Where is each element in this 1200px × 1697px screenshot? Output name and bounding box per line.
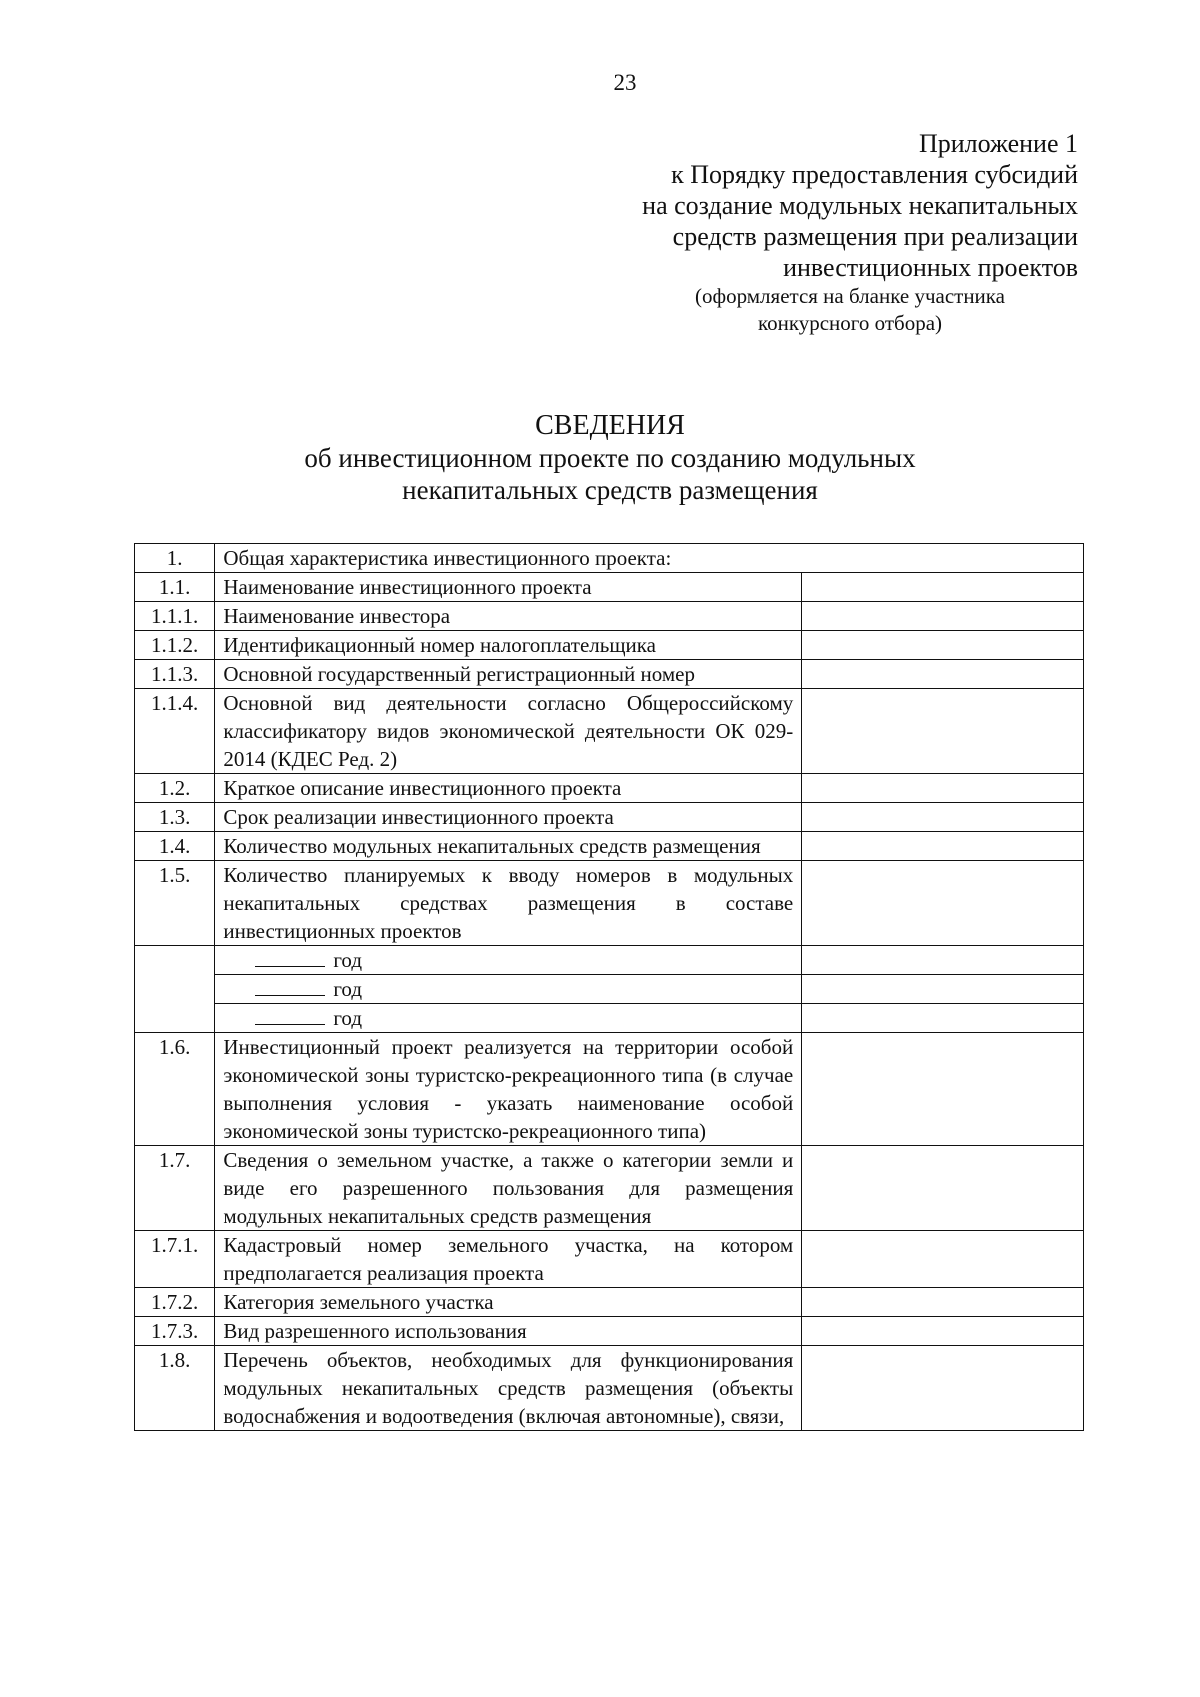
row-number: 1.4.	[135, 832, 215, 861]
title-main: СВЕДЕНИЯ	[535, 410, 685, 441]
table-row	[135, 1288, 1084, 1317]
table-row	[135, 1346, 1084, 1431]
row-number: 1.1.2.	[135, 631, 215, 660]
row-description: Наименование инвестора	[215, 602, 802, 631]
table-row	[135, 1231, 1084, 1288]
appendix-note-line: конкурсного отбора)	[757, 311, 943, 335]
value-cell	[802, 803, 1084, 832]
value-cell	[802, 1231, 1084, 1288]
value-cell	[802, 975, 1084, 1004]
appendix-line: к Порядку предоставления субсидий	[671, 160, 1078, 189]
value-cell	[802, 1288, 1084, 1317]
value-cell	[802, 1004, 1084, 1033]
page-number: 23	[613, 70, 637, 95]
row-description: Количество модульных некапитальных средств размещения	[215, 832, 802, 861]
row-number: 1.7.	[135, 1146, 215, 1231]
table-row	[135, 803, 1084, 832]
row-number: 1.2.	[135, 774, 215, 803]
row-description: Наименование инвестиционного проекта	[215, 573, 802, 602]
info-table-body	[135, 544, 1084, 1431]
appendix-note-line: (оформляется на бланке участника	[694, 284, 1006, 308]
title-subline: об инвестиционном проекте по созданию модульных	[304, 443, 916, 473]
table-row	[135, 861, 1084, 946]
table-row	[135, 573, 1084, 602]
row-number: 1.6.	[135, 1033, 215, 1146]
row-number	[135, 946, 215, 1033]
value-cell	[802, 689, 1084, 774]
value-cell	[802, 1317, 1084, 1346]
row-number: 1.7.2.	[135, 1288, 215, 1317]
table-row	[135, 1033, 1084, 1146]
table-row	[135, 774, 1084, 803]
table-row	[135, 1317, 1084, 1346]
appendix-line: Приложение 1	[918, 129, 1078, 158]
row-description: Перечень объектов, необходимых для функционирования модульных некапитальных средств размещения (объекты водоснабжения и водоотведения (включая автономные), связи,	[215, 1346, 802, 1431]
row-number: 1.	[135, 544, 215, 573]
row-description: Краткое описание инвестиционного проекта	[215, 774, 802, 803]
row-number: 1.1.4.	[135, 689, 215, 774]
row-description: Сведения о земельном участке, а также о категории земли и виде его разрешенного пользования для размещения модульных некапитальных средств размещения	[215, 1146, 802, 1231]
year-blank-line	[255, 946, 325, 967]
value-cell	[802, 631, 1084, 660]
info-table	[134, 543, 1084, 1431]
row-number: 1.3.	[135, 803, 215, 832]
title-subline: некапитальных средств размещения	[402, 475, 818, 505]
value-cell	[802, 774, 1084, 803]
table-row	[135, 602, 1084, 631]
appendix-line: на создание модульных некапитальных	[642, 191, 1078, 220]
table-row	[135, 544, 1084, 573]
row-description: Идентификационный номер налогоплательщика	[215, 631, 802, 660]
year-cell	[215, 946, 802, 975]
row-description: Категория земельного участка	[215, 1288, 802, 1317]
table-row	[135, 631, 1084, 660]
appendix-header	[558, 128, 1078, 337]
value-cell	[802, 832, 1084, 861]
appendix-line: инвестиционных проектов	[783, 253, 1078, 282]
row-number: 1.1.	[135, 573, 215, 602]
row-description: Срок реализации инвестиционного проекта	[215, 803, 802, 832]
row-number: 1.7.1.	[135, 1231, 215, 1288]
value-cell	[802, 660, 1084, 689]
value-cell	[802, 861, 1084, 946]
row-description: Кадастровый номер земельного участка, на котором предполагается реализация проекта	[215, 1231, 802, 1288]
document-title	[0, 410, 1200, 506]
row-number: 1.7.3.	[135, 1317, 215, 1346]
row-description: Общая характеристика инвестиционного проекта:	[215, 544, 1084, 573]
year-label: год	[333, 948, 363, 972]
year-label: год	[333, 977, 363, 1001]
year-cell	[215, 1004, 802, 1033]
row-description: Основной вид деятельности согласно Общероссийскому классификатору видов экономической деятельности ОК 029-2014 (КДЕС Ред. 2)	[215, 689, 802, 774]
year-cell	[215, 975, 802, 1004]
table-year-row	[135, 1004, 1084, 1033]
row-description: Количество планируемых к вводу номеров в модульных некапитальных средствах размещения в составе инвестиционных проектов	[215, 861, 802, 946]
year-label: год	[333, 1006, 363, 1030]
row-number: 1.1.3.	[135, 660, 215, 689]
row-description: Основной государственный регистрационный номер	[215, 660, 802, 689]
year-blank-line	[255, 975, 325, 996]
table-row	[135, 689, 1084, 774]
table-year-row	[135, 975, 1084, 1004]
row-number: 1.8.	[135, 1346, 215, 1431]
row-description: Вид разрешенного использования	[215, 1317, 802, 1346]
table-row	[135, 1146, 1084, 1231]
value-cell	[802, 573, 1084, 602]
table-row	[135, 832, 1084, 861]
value-cell	[802, 1033, 1084, 1146]
value-cell	[802, 1346, 1084, 1431]
value-cell	[802, 602, 1084, 631]
value-cell	[802, 946, 1084, 975]
year-blank-line	[255, 1004, 325, 1025]
table-year-row	[135, 946, 1084, 975]
appendix-line: средств размещения при реализации	[672, 222, 1078, 251]
row-number: 1.1.1.	[135, 602, 215, 631]
row-description: Инвестиционный проект реализуется на территории особой экономической зоны туристско-рекреационного типа (в случае выполнения условия - указать наименование особой экономической зоны туристско-рекреационного типа)	[215, 1033, 802, 1146]
table-row	[135, 660, 1084, 689]
row-number: 1.5.	[135, 861, 215, 946]
value-cell	[802, 1146, 1084, 1231]
